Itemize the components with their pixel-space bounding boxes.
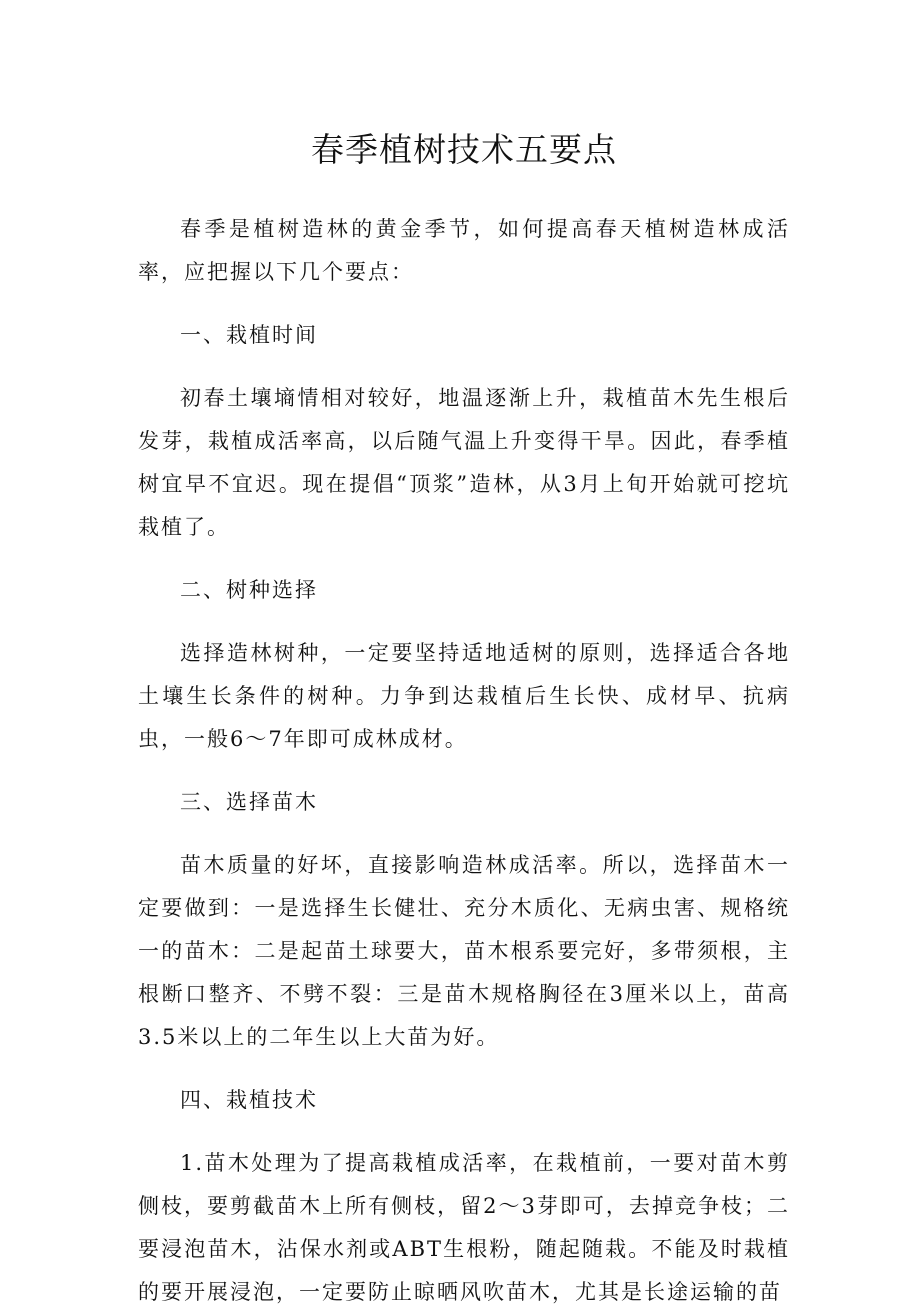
section-body-planting-technique: 1.苗木处理为了提高栽植成活率，在栽植前，一要对苗木剪侧枝，要剪截苗木上所有侧枝，留2～3芽即可，去掉竞争枝；二要浸泡苗木，沾保水剂或ABT生根粉，随起随栽。不能及时栽植的要开展浸泡，一定要防止晾晒风吹苗木，尤其是长途运输的苗: [138, 1151, 790, 1304]
paragraph-gap: [138, 761, 790, 781]
paragraph-gap: [138, 549, 790, 569]
paragraph-gap: [138, 1122, 790, 1142]
section-body-planting-time: 初春土壤墒情相对较好，地温逐渐上升，栽植苗木先生根后发芽，栽植成活率高，以后随气温上升变得干旱。因此，春季植树宜早不宜迟。现在提倡“顶浆”造林，从3月上旬开始就可挖坑栽植了。: [138, 386, 790, 539]
document-page: [138, 118, 790, 1314]
section-body-species-selection: 选择造林树种，一定要坚持适地适树的原则，选择适合各地土壤生长条件的树种。力争到达栽植后生长快、成材早、抗病虫，一般6～7年即可成林成材。: [138, 641, 790, 751]
section-heading-planting-time: 一、栽植时间: [180, 323, 318, 347]
intro-paragraph: 春季是植树造林的黄金季节，如何提高春天植树造林成活率，应把握以下几个要点：: [138, 217, 790, 284]
paragraph-gap: [138, 294, 790, 314]
document-title: 春季植树技术五要点: [311, 130, 617, 169]
paragraph-gap: [138, 1059, 790, 1079]
section-body-seedling-selection: 苗木质量的好坏，直接影响造林成活率。所以，选择苗木一定要做到：一是选择生长健壮、充分木质化、无病虫害、规格统一的苗木：二是起苗土球要大，苗木根系要完好，多带须根，主根断口整齐、不劈不裂：三是苗木规格胸径在3厘米以上，苗高3.5米以上的二年生以上大苗为好。: [138, 853, 790, 1049]
section-heading-species-selection: 二、树种选择: [180, 578, 318, 602]
paragraph-gap: [138, 357, 790, 377]
paragraph-gap: [138, 824, 790, 844]
section-heading-planting-technique: 四、栽植技术: [180, 1088, 318, 1112]
paragraph-gap: [138, 612, 790, 632]
section-heading-seedling-selection: 三、选择苗木: [180, 790, 318, 814]
